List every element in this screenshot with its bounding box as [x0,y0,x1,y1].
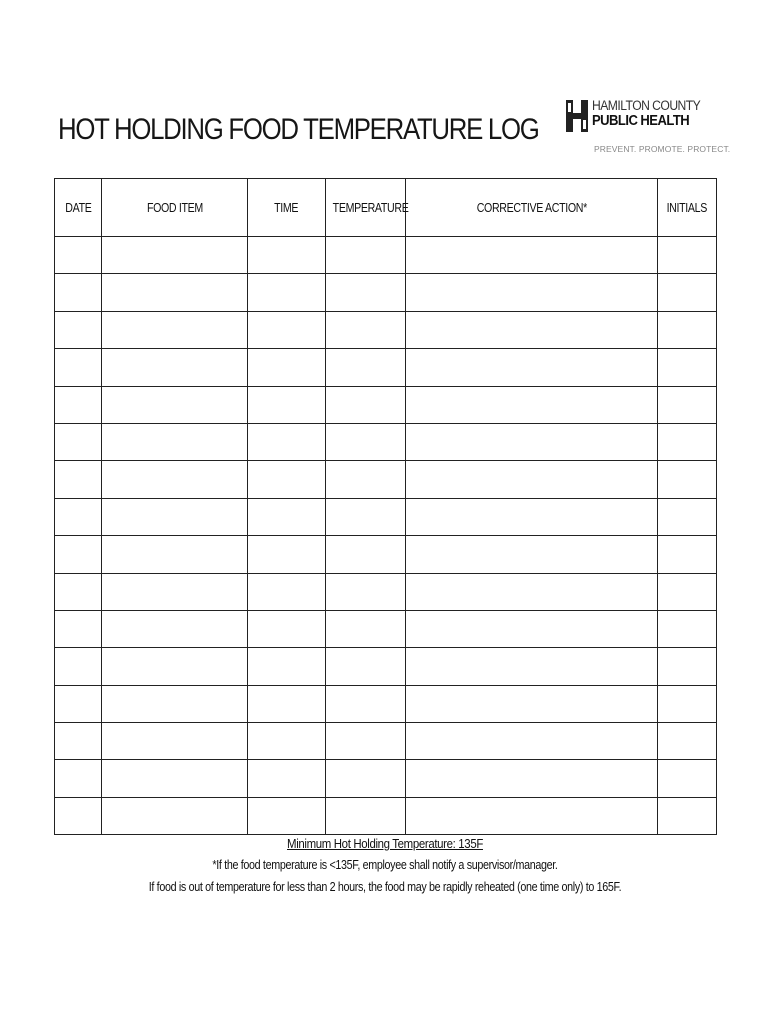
table-cell[interactable] [658,386,717,423]
logo-line-1: HAMILTON COUNTY [592,98,701,113]
table-row [55,423,717,460]
table-cell[interactable] [248,237,326,274]
table-cell[interactable] [406,685,658,722]
table-cell[interactable] [102,648,248,685]
table-cell[interactable] [658,423,717,460]
table-cell[interactable] [55,610,102,647]
table-cell[interactable] [658,237,717,274]
table-cell[interactable] [658,498,717,535]
reheat-note: If food is out of temperature for less than 2 hours, the food may be rapidly reheated (one time only) to 165F. [148,880,622,894]
table-cell[interactable] [406,573,658,610]
table-cell[interactable] [406,610,658,647]
table-cell[interactable] [326,461,406,498]
table-cell[interactable] [102,274,248,311]
table-cell[interactable] [248,797,326,834]
table-cell[interactable] [102,797,248,834]
table-cell[interactable] [326,797,406,834]
table-cell[interactable] [248,610,326,647]
table-cell[interactable] [326,536,406,573]
table-row [55,311,717,348]
table-row [55,498,717,535]
table-cell[interactable] [248,311,326,348]
table-cell[interactable] [55,461,102,498]
table-cell[interactable] [102,498,248,535]
table-cell[interactable] [326,274,406,311]
table-cell[interactable] [658,311,717,348]
table-cell[interactable] [248,461,326,498]
table-cell[interactable] [55,274,102,311]
column-header-corrective-action: CORRECTIVE ACTION* [406,179,658,237]
table-cell[interactable] [658,461,717,498]
table-cell[interactable] [55,648,102,685]
table-row [55,573,717,610]
page-title: HOT HOLDING FOOD TEMPERATURE LOG [58,113,539,146]
table-cell[interactable] [406,648,658,685]
table-cell[interactable] [248,648,326,685]
temperature-log-table [54,178,717,835]
column-header-food-item: FOOD ITEM [102,179,248,237]
table-cell[interactable] [406,723,658,760]
table-cell[interactable] [406,536,658,573]
table-cell[interactable] [406,349,658,386]
table-cell[interactable] [658,723,717,760]
table-row [55,274,717,311]
table-cell[interactable] [326,386,406,423]
table-cell[interactable] [55,723,102,760]
table-header-row [55,179,717,237]
table-cell[interactable] [658,797,717,834]
table-cell[interactable] [406,797,658,834]
column-header-time: TIME [248,179,326,237]
table-cell[interactable] [326,498,406,535]
table-cell[interactable] [658,760,717,797]
table-cell[interactable] [326,648,406,685]
table-row [55,610,717,647]
column-header-initials: INITIALS [658,179,717,237]
table-cell[interactable] [55,423,102,460]
table-row [55,536,717,573]
table-cell[interactable] [55,760,102,797]
table-cell[interactable] [658,349,717,386]
table-cell[interactable] [248,274,326,311]
table-cell[interactable] [658,573,717,610]
table-cell[interactable] [406,498,658,535]
table-row [55,386,717,423]
table-cell[interactable] [326,723,406,760]
table-cell[interactable] [102,760,248,797]
table-row [55,461,717,498]
table-cell[interactable] [326,349,406,386]
table-cell[interactable] [406,423,658,460]
table-cell[interactable] [406,461,658,498]
table-cell[interactable] [102,536,248,573]
table-cell[interactable] [55,386,102,423]
table-cell[interactable] [326,237,406,274]
table-cell[interactable] [55,685,102,722]
table-row [55,237,717,274]
table-row [55,685,717,722]
table-cell[interactable] [55,573,102,610]
table-cell[interactable] [248,723,326,760]
table-cell[interactable] [326,685,406,722]
table-cell[interactable] [102,423,248,460]
table-cell[interactable] [406,311,658,348]
table-row [55,760,717,797]
table-cell[interactable] [248,573,326,610]
table-cell[interactable] [102,461,248,498]
table-cell[interactable] [326,760,406,797]
table-cell[interactable] [55,311,102,348]
table-cell[interactable] [406,274,658,311]
table-cell[interactable] [102,610,248,647]
table-cell[interactable] [658,610,717,647]
table-cell[interactable] [102,386,248,423]
table-cell[interactable] [658,274,717,311]
table-cell[interactable] [326,573,406,610]
logo-line-2: PUBLIC HEALTH [592,113,690,129]
table-cell[interactable] [326,610,406,647]
table-cell[interactable] [55,349,102,386]
supervisor-note: *If the food temperature is <135F, employee shall notify a supervisor/manager. [212,858,558,872]
table-cell[interactable] [55,498,102,535]
table-cell[interactable] [102,311,248,348]
table-cell[interactable] [248,685,326,722]
table-cell[interactable] [102,573,248,610]
log-entries [55,237,717,835]
table-cell[interactable] [102,685,248,722]
table-cell[interactable] [406,237,658,274]
table-cell[interactable] [406,386,658,423]
table-cell[interactable] [658,685,717,722]
table-row [55,723,717,760]
table-cell[interactable] [658,536,717,573]
column-header-temperature: TEMPERATURE [326,179,406,237]
table-row [55,797,717,834]
table-cell[interactable] [248,423,326,460]
table-cell[interactable] [55,797,102,834]
table-row [55,349,717,386]
hamilton-county-public-health-logo [566,98,731,158]
column-header-date: DATE [55,179,102,237]
table-cell[interactable] [248,760,326,797]
table-cell[interactable] [326,423,406,460]
table-cell[interactable] [248,349,326,386]
notes-section [0,836,770,894]
hamilton-county-h-icon [566,100,588,132]
table-cell[interactable] [55,237,102,274]
minimum-temperature-note: Minimum Hot Holding Temperature: 135F [287,836,483,851]
table-cell[interactable] [102,723,248,760]
table-cell[interactable] [102,237,248,274]
table-cell[interactable] [406,760,658,797]
table-cell[interactable] [55,536,102,573]
table-cell[interactable] [658,648,717,685]
table-cell[interactable] [248,498,326,535]
table-row [55,648,717,685]
table-cell[interactable] [102,349,248,386]
table-cell[interactable] [248,536,326,573]
table-cell[interactable] [248,386,326,423]
table-cell[interactable] [326,311,406,348]
logo-tagline: PREVENT. PROMOTE. PROTECT. [594,144,731,154]
